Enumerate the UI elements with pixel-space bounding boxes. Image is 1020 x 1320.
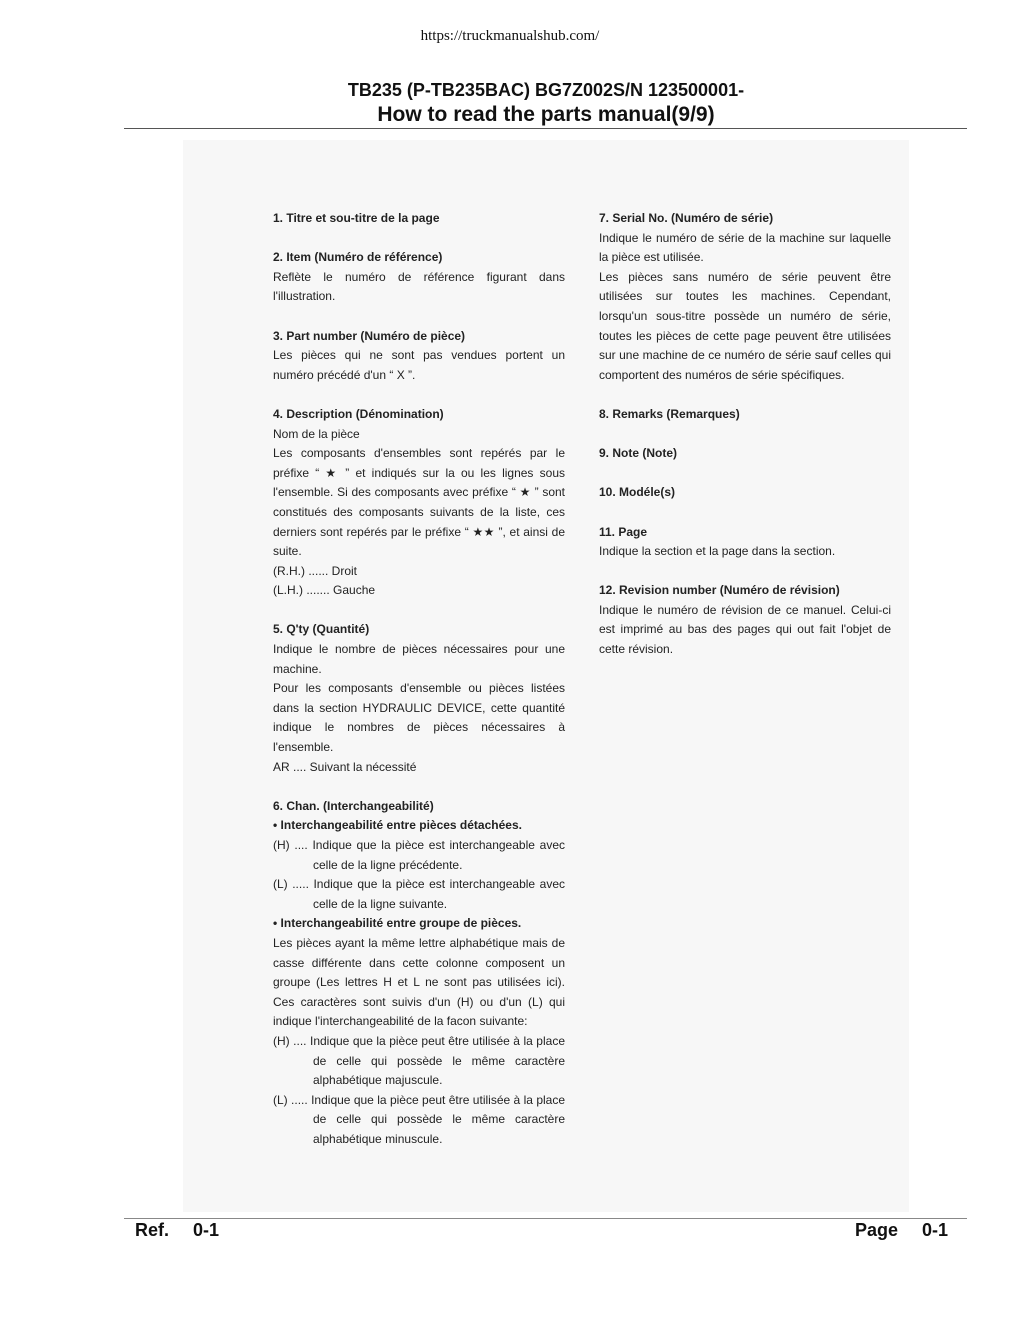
section-9: [599, 444, 891, 464]
section-3: [273, 327, 565, 386]
section-text: Les pièces ayant la même lettre alphabétique mais de casse différente dans cette colonne composent un groupe (Les lettres H et L ne sont pas utilisées ici). Ces caractères sont suivis d'un (H) ou d'un (L) qui indique l'interchangeabilité de la facon suivante:: [273, 935, 565, 1029]
section-6: [273, 797, 565, 1150]
subheading: • Interchangeabilité entre pièces détachées.: [273, 818, 522, 833]
list-item: (H) .... Indique que la pièce est interchangeable avec celle de la ligne précédente.: [273, 838, 565, 872]
section-text: Pour les composants d'ensemble ou pièces listées dans la section HYDRAULIC DEVICE, cette quantité indique le nombres de pièces nécessaires à l'ensemble.: [273, 681, 565, 755]
ref-label: Ref.: [135, 1220, 170, 1240]
section-heading: 11. Page: [599, 524, 648, 539]
source-url: https://truckmanualshub.com/: [420, 28, 600, 44]
footer-divider: [124, 1218, 967, 1219]
page-number: 0-1: [922, 1220, 949, 1240]
section-heading: 12. Revision number (Numéro de révision): [599, 583, 840, 598]
ref-value: 0-1: [193, 1220, 220, 1240]
section-heading: 8. Remarks (Remarques): [599, 406, 740, 421]
section-7: [599, 209, 891, 385]
list-item: (L) ..... Indique que la pièce est interchangeable avec celle de la ligne suivante.: [273, 877, 565, 911]
section-heading: 9. Note (Note): [599, 446, 677, 461]
list-item: (L) ..... Indique que la pièce peut être utilisée à la place de celle qui possède le même caractère alphabétique minuscule.: [273, 1092, 565, 1146]
section-text: Indique le numéro de révision de ce manuel. Celui-ci est imprimé au bas des pages qui out fait l'objet de cette révision.: [599, 602, 891, 657]
section-12: [599, 581, 891, 659]
section-1: [273, 209, 565, 229]
list-item: (H) .... Indique que la pièce peut être utilisée à la place de celle qui possède le même caractère alphabétique majuscule.: [273, 1033, 565, 1088]
section-text: Indique le numéro de série de la machine sur laquelle la pièce est utilisée.: [599, 230, 891, 265]
document-title: TB235 (P-TB235BAC) BG7Z002S/N 123500001-: [347, 80, 745, 100]
section-text: Les pièces sans numéro de série peuvent être utilisées sur toutes les machines. Cependant, lorsqu'un sous-titre possède un numéro de série, toutes les pièces de cette page peuvent être utilisées sur une machine de ce numéro de série sauf celles qui comportent des numéros de série spécifiques.: [599, 269, 891, 382]
section-8: [599, 405, 891, 425]
footer-page: [855, 1220, 948, 1241]
section-text: Nom de la pièce: [273, 426, 360, 441]
section-text: AR .... Suivant la nécessité: [273, 759, 417, 774]
section-text: Indique le nombre de pièces nécessaires pour une machine.: [273, 642, 565, 676]
left-column: [273, 209, 565, 1169]
section-heading: 2. Item (Numéro de référence): [273, 250, 443, 265]
section-4: [273, 405, 565, 601]
section-5: [273, 620, 565, 777]
section-heading: 7. Serial No. (Numéro de série): [599, 211, 774, 225]
page-label: Page: [855, 1220, 899, 1240]
section-text: (L.H.) ....... Gauche: [273, 583, 376, 598]
section-text: Les composants d'ensembles sont repérés par le préfixe “ ★ ” et indiqués sur la ou les lignes sous l'ensemble. Si des composants avec préfixe “ ★ ” sont constitués des composants suivants de la liste, ces derniers sont repérés par le préfixe “ ★★ ”, et ainsi de suite.: [273, 446, 565, 559]
section-text: Reflète le numéro de référence figurant dans l'illustration.: [273, 269, 565, 304]
section-heading: 6. Chan. (Interchangeabilité): [273, 798, 434, 813]
section-heading: 10. Modéle(s): [599, 485, 676, 500]
section-10: [599, 483, 891, 503]
section-11: [599, 523, 891, 562]
section-2: [273, 248, 565, 307]
subheading: • Interchangeabilité entre groupe de pièces.: [273, 916, 522, 931]
section-heading: 4. Description (Dénomination): [273, 406, 444, 421]
page-subtitle: How to read the parts manual(9/9): [377, 103, 715, 126]
section-text: Les pièces qui ne sont pas vendues portent un numéro précédé d'un “ X ”.: [273, 348, 565, 382]
right-column: [599, 209, 891, 679]
header-divider: [124, 128, 967, 129]
section-heading: 3. Part number (Numéro de pièce): [273, 328, 466, 343]
section-heading: 5. Q'ty (Quantité): [273, 622, 370, 637]
section-text: Indique la section et la page dans la section.: [599, 544, 836, 559]
section-text: (R.H.) ...... Droit: [273, 563, 357, 578]
section-heading: 1. Titre et sou-titre de la page: [273, 211, 440, 225]
footer-ref: [135, 1220, 219, 1241]
